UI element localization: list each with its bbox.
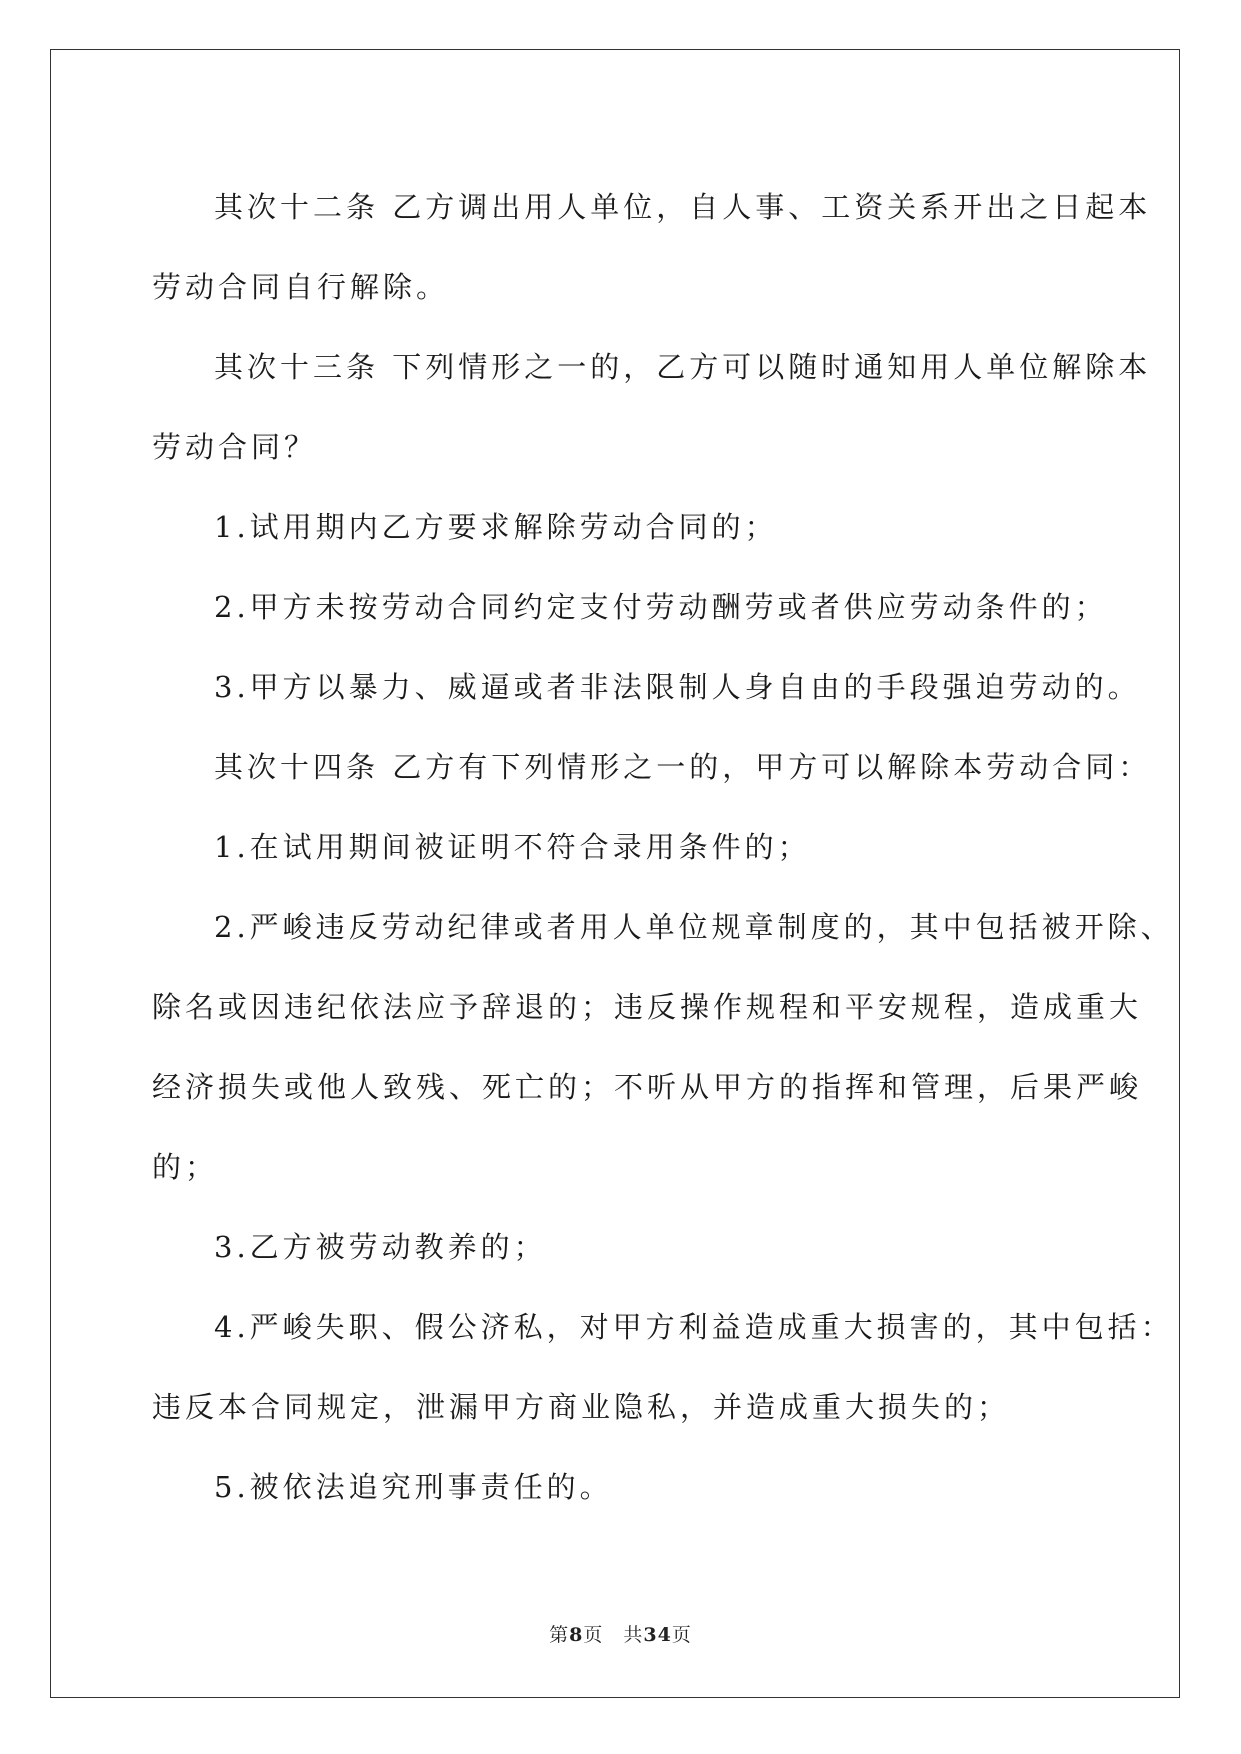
paragraph-line: 5.被依法追究刑事责任的。 (214, 1470, 613, 1504)
paragraph-line: 2.严峻违反劳动纪律或者用人单位规章制度的，其中包括被开除、 (214, 910, 1174, 944)
paragraph-article-13 (152, 327, 1152, 487)
paragraph-line: 的； (152, 1150, 219, 1184)
paragraph-line: 违反本合同规定，泄漏甲方商业隐私，并造成重大损失的； (152, 1390, 1011, 1424)
paragraph-article-13-item-2 (152, 567, 1108, 647)
paragraph-line: 除名或因违纪依法应予辞退的；违反操作规程和平安规程，造成重大 (152, 990, 1143, 1024)
paragraph-article-13-item-1 (152, 487, 1092, 567)
total-pages-prefix: 共 (623, 1624, 644, 1646)
page-number: 8 (569, 1624, 584, 1646)
paragraph-article-14-item-2 (152, 887, 1174, 1207)
paragraph-article-14-item-5 (152, 1447, 1092, 1527)
paragraph-article-14-item-1 (152, 807, 1092, 887)
paragraph-line: 3.甲方以暴力、威逼或者非法限制人身自由的手段强迫劳动的。 (214, 670, 1141, 704)
paragraph-article-14-item-4 (152, 1287, 1174, 1447)
page-number-prefix: 第 (549, 1624, 570, 1646)
paragraph-line: 其次十四条 乙方有下列情形之一的，甲方可以解除本劳动合同： (214, 750, 1152, 784)
paragraph-line: 1.试用期内乙方要求解除劳动合同的； (214, 510, 778, 544)
paragraph-line: 劳动合同？ (152, 430, 318, 464)
paragraph-line: 2.甲方未按劳动合同约定支付劳动酬劳或者供应劳动条件的； (214, 590, 1108, 624)
paragraph-line: 4.严峻失职、假公济私，对甲方利益造成重大损害的，其中包括： (214, 1310, 1174, 1344)
total-pages-suffix: 页 (671, 1624, 692, 1646)
paragraph-line: 3.乙方被劳动教养的； (214, 1230, 547, 1264)
paragraph-line: 1.在试用期间被证明不符合录用条件的； (214, 830, 811, 864)
paragraph-line: 劳动合同自行解除。 (152, 270, 450, 304)
paragraph-article-14 (152, 727, 1152, 807)
page-number-suffix: 页 (583, 1624, 604, 1646)
paragraph-article-12 (152, 167, 1152, 327)
paragraph-article-14-item-3 (152, 1207, 1092, 1287)
paragraph-article-13-item-3 (152, 647, 1141, 727)
page-footer (0, 1620, 1241, 1647)
paragraph-line: 其次十二条 乙方调出用人单位，自人事、工资关系开出之日起本 (214, 190, 1152, 224)
paragraph-line: 其次十三条 下列情形之一的，乙方可以随时通知用人单位解除本 (214, 350, 1152, 384)
document-body (152, 167, 1174, 1527)
paragraph-line: 经济损失或他人致残、死亡的；不听从甲方的指挥和管理，后果严峻 (152, 1070, 1143, 1104)
total-pages: 34 (643, 1624, 672, 1646)
